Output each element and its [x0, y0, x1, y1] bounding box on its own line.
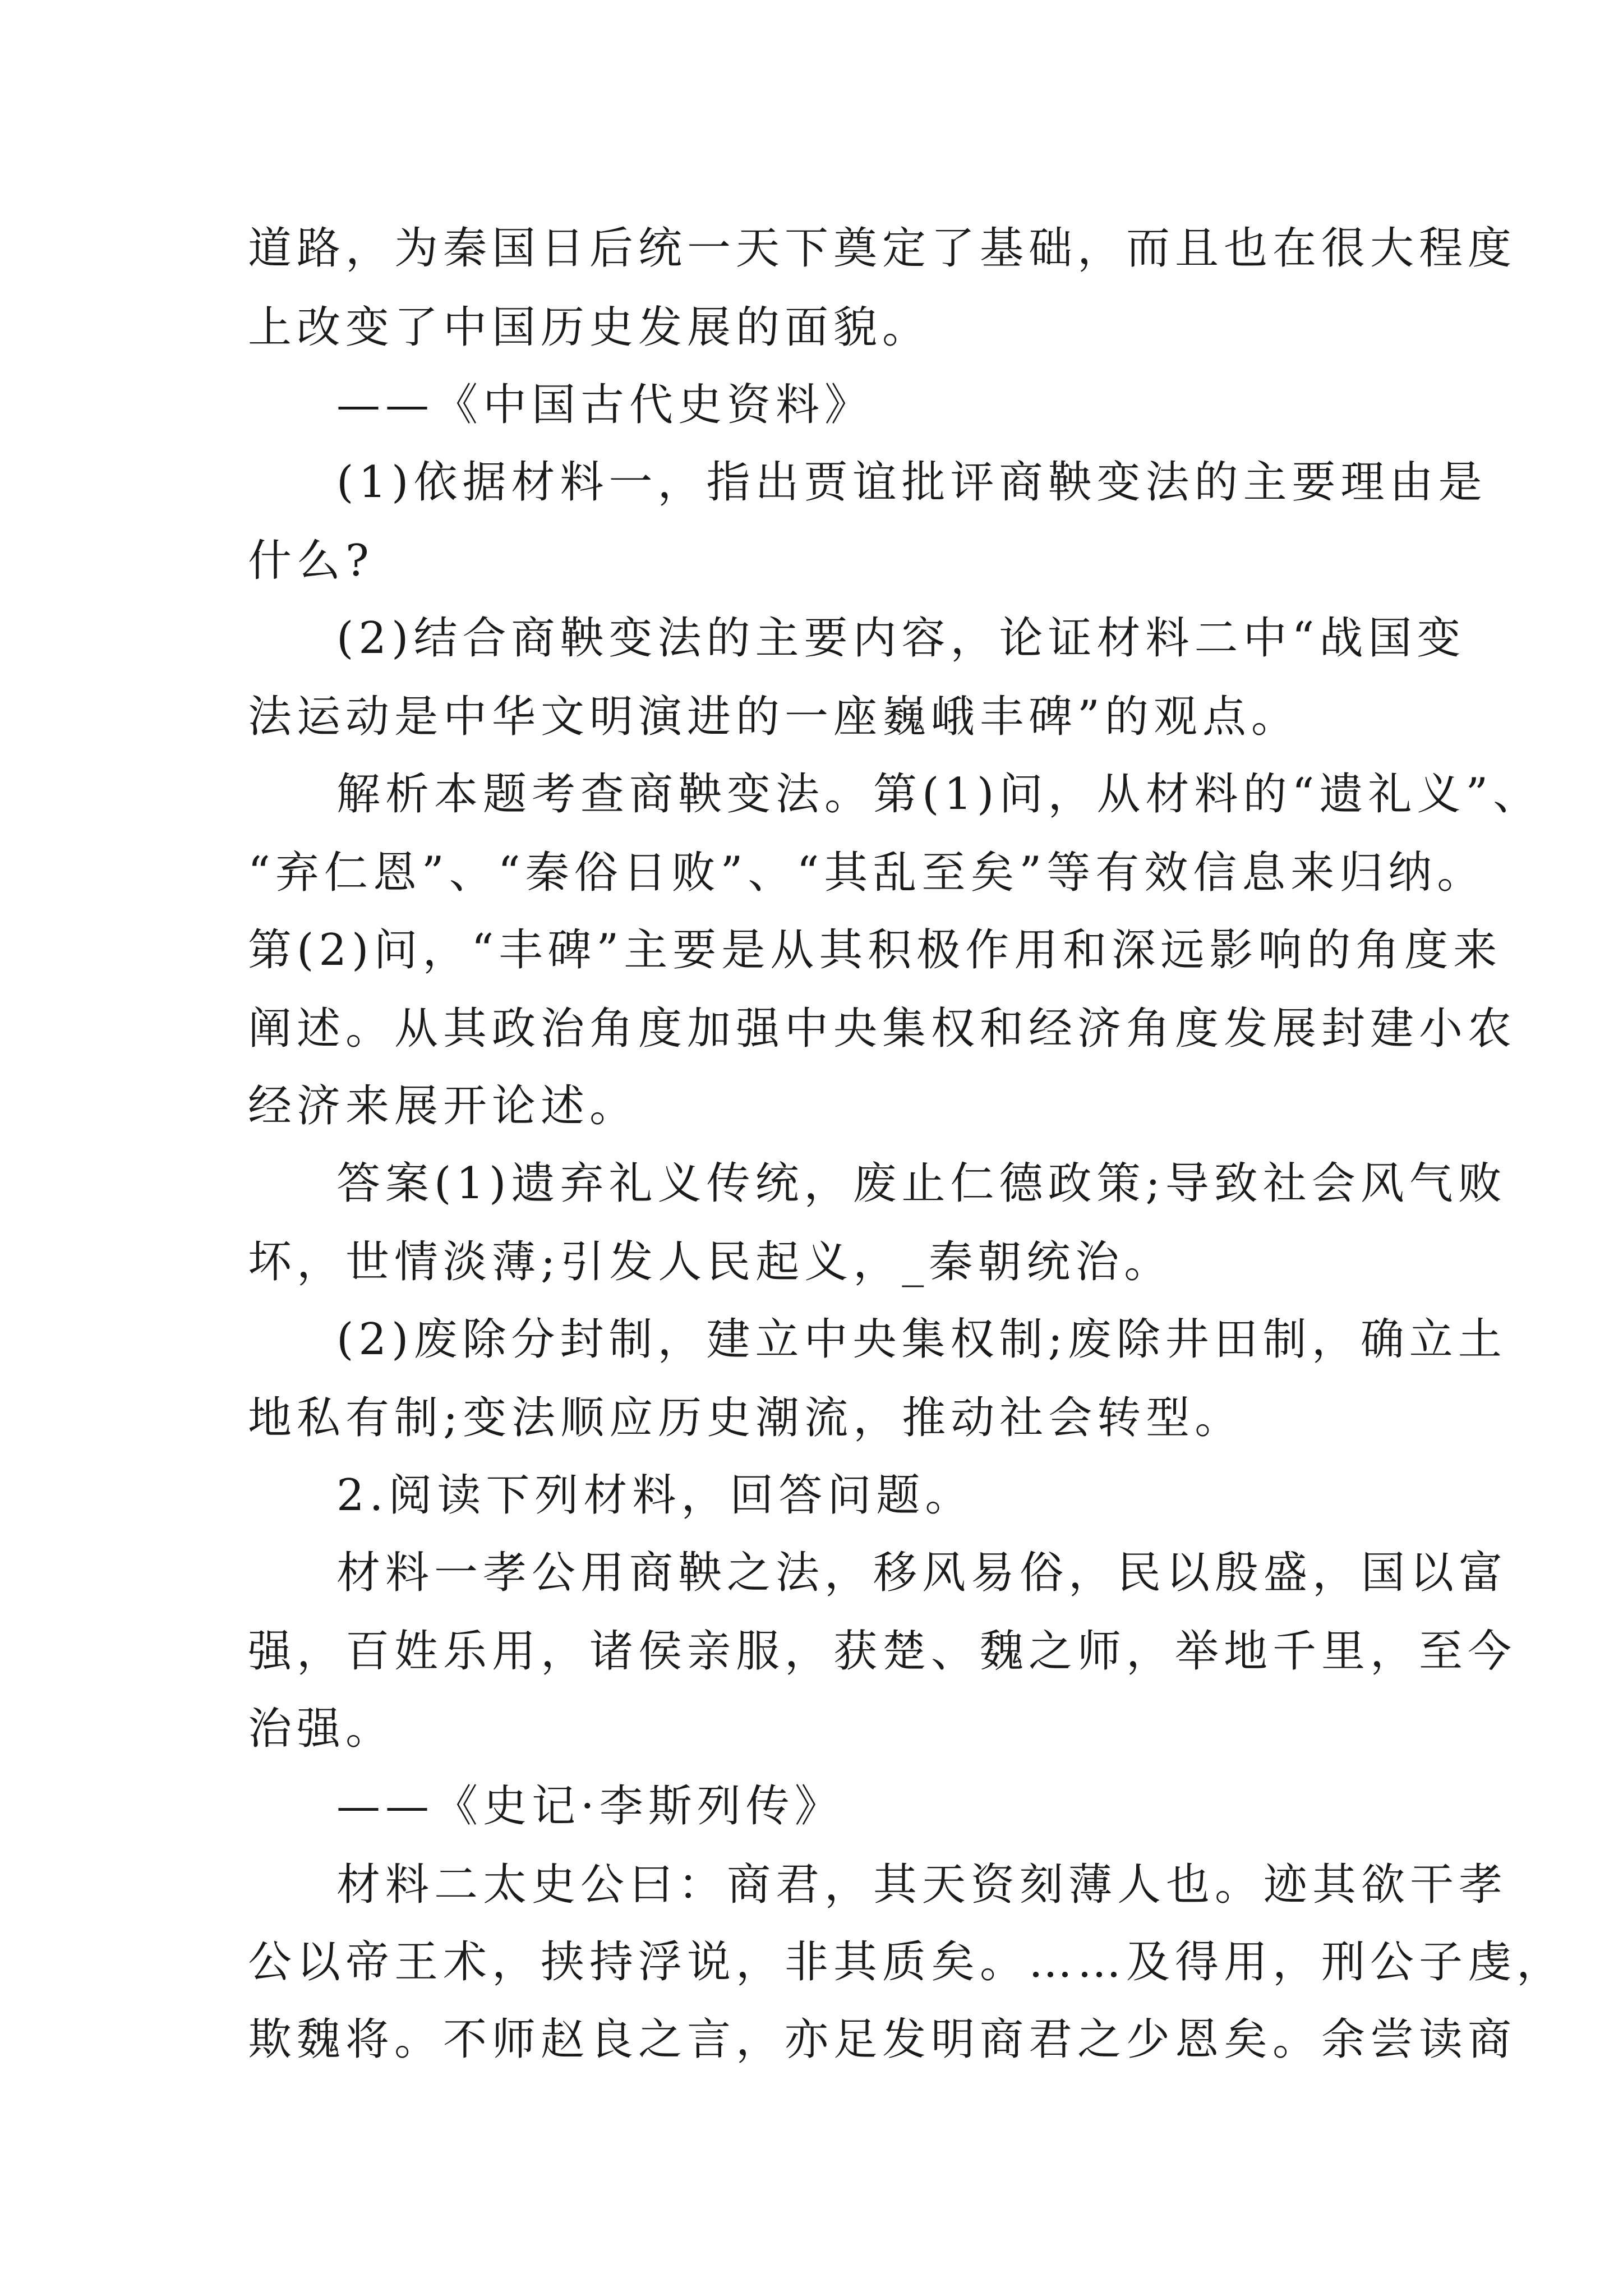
source-citation-1: ——《中国古代史资料》 — [336, 380, 874, 430]
answer-line-4: 地私有制;变法顺应历史潮流，推动社会转型。 — [248, 1393, 1244, 1443]
text-line-1: 道路，为秦国日后统一天下奠定了基础，而且也在很大程度 — [248, 223, 1517, 274]
question-2-line-2: 法运动是中华文明演进的一座巍峨丰碑”的观点。 — [248, 692, 1300, 742]
analysis-line-5: 经济来展开论述。 — [248, 1081, 639, 1131]
answer-line-2: 坏，世情淡薄;引发人民起义，_秦朝统治。 — [248, 1237, 1173, 1287]
source-citation-2: ——《史记·李斯列传》 — [336, 1781, 843, 1832]
question-1-line-1: (1)依据材料一，指出贾谊批评商鞅变法的主要理由是 — [336, 457, 1487, 508]
question-2-heading: 2.阅读下列材料，回答问题。 — [336, 1470, 974, 1521]
analysis-line-4: 阐述。从其政治角度加强中央集权和经济角度发展封建小农 — [248, 1004, 1517, 1054]
material-1-line-1: 材料一孝公用商鞅之法，移风易俗，民以殷盛，国以富 — [336, 1548, 1508, 1598]
material-2-line-1: 材料二太史公曰：商君，其天资刻薄人也。迹其欲干孝 — [336, 1860, 1508, 1910]
analysis-line-1: 解析本题考查商鞅变法。第(1)问，从材料的“遗礼义”、 — [336, 769, 1542, 820]
answer-line-1: 答案(1)遗弃礼义传统，废止仁德政策;导致社会风气败 — [336, 1158, 1507, 1209]
analysis-line-2: “弃仁恩”、“秦俗日败”、“其乱至矣”等有效信息来归纳。 — [248, 848, 1486, 898]
material-1-line-3: 治强。 — [248, 1704, 395, 1754]
material-2-line-3: 欺魏将。不师赵良之言，亦足发明商君之少恩矣。余尝读商 — [248, 2014, 1517, 2065]
answer-line-3: (2)废除分封制，建立中央集权制;废除井田制，确立土 — [336, 1314, 1507, 1365]
material-1-line-2: 强，百姓乐用，诸侯亲服，获楚、魏之师，举地千里，至今 — [248, 1626, 1517, 1677]
material-2-line-2: 公以帝王术，挟持浮说，非其质矣。……及得用，刑公子虔， — [248, 1937, 1566, 1987]
question-2-line-1: (2)结合商鞅变法的主要内容，论证材料二中“战国变 — [336, 613, 1466, 664]
analysis-line-3: 第(2)问，“丰碑”主要是从其积极作用和深远影响的角度来 — [248, 925, 1502, 976]
text-line-2: 上改变了中国历史发展的面貌。 — [248, 302, 932, 353]
question-1-line-2: 什么? — [248, 536, 374, 586]
